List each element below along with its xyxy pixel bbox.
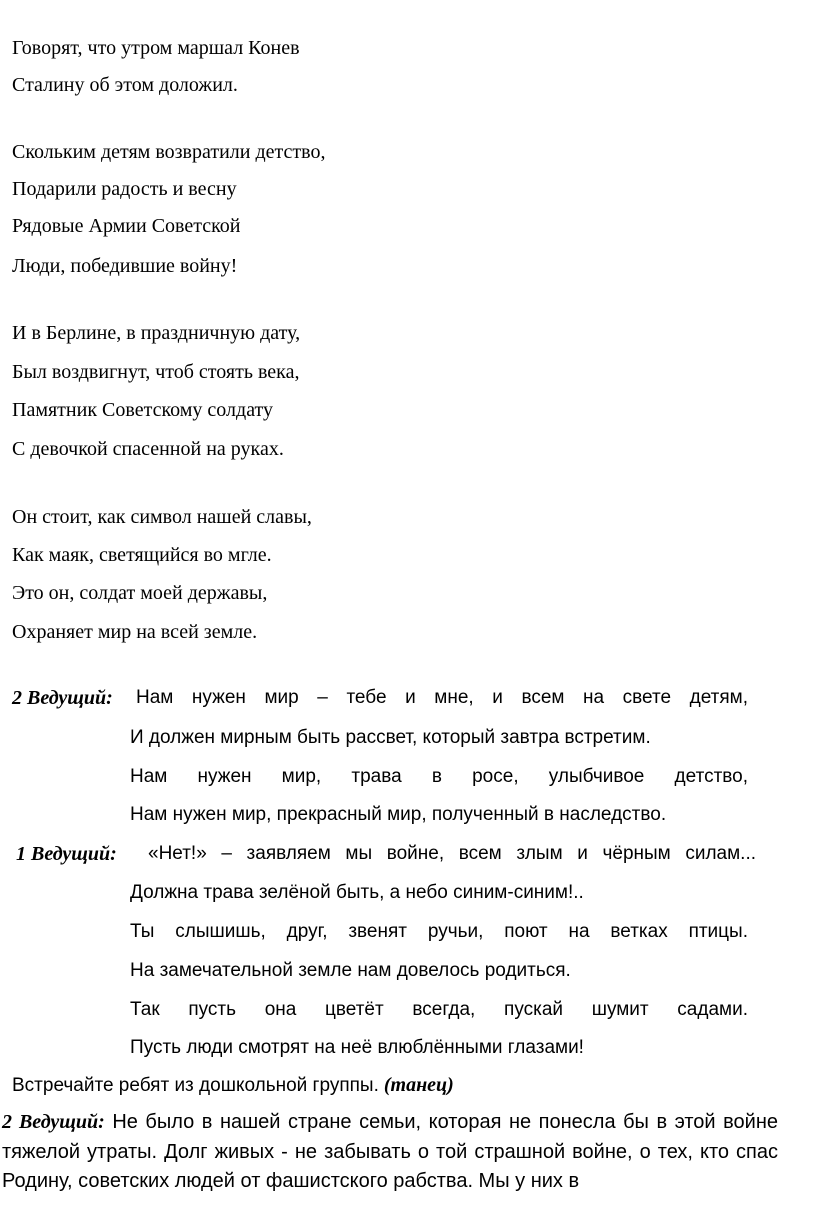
closing-paragraph <box>2 1108 778 1197</box>
poem-line: Подарили радость и весну <box>12 178 237 200</box>
verse-line: И должен мирным быть рассвет, который завтра встретим. <box>130 727 651 748</box>
verse-line: «Нет!» – заявляем мы войне, всем злым и чёрным силам... <box>148 843 756 864</box>
host1-first-line <box>16 842 756 866</box>
verse-line: Ты слышишь, друг, звенят ручьи, поют на ветках птицы. <box>130 921 748 942</box>
verse-line: На замечательной земле нам довелось родиться. <box>130 960 571 981</box>
poem-line: И в Берлине, в праздничную дату, <box>12 322 301 344</box>
stage-direction: (танец) <box>383 1074 454 1096</box>
poem-line: Рядовые Армии Советской <box>12 215 241 237</box>
verse-line: Нам нужен мир – тебе и мне, и всем на свете детям, <box>136 687 748 708</box>
poem-line: Скольким детям возвратили детство, <box>12 141 326 163</box>
poem-line: Был воздвигнут, чтоб стоять века, <box>12 361 300 383</box>
poem-line: Это он, солдат моей державы, <box>12 582 268 604</box>
verse-line: Пусть люди смотрят на неё влюблёнными глазами! <box>130 1037 584 1058</box>
verse-line: Должна трава зелёной быть, а небо синим-синим!.. <box>130 882 584 903</box>
poem-line: Люди, победившие войну! <box>12 255 238 277</box>
poem-line: Говорят, что утром маршал Конев <box>12 37 300 59</box>
speaker-label: 2 Ведущий: <box>12 687 113 709</box>
speaker-label: 1 Ведущий: <box>16 843 117 865</box>
poem-line: Сталину об этом доложил. <box>12 74 238 96</box>
poem-line: Он стоит, как символ нашей славы, <box>12 506 312 528</box>
verse-line: Нам нужен мир, трава в росе, улыбчивое детство, <box>130 766 748 787</box>
host2-first-line <box>12 686 748 710</box>
speaker-label: 2 Ведущий: <box>2 1111 105 1133</box>
poem-line: Как маяк, светящийся во мгле. <box>12 544 272 566</box>
announcement <box>12 1073 454 1098</box>
paragraph-text: Не было в нашей стране семьи, которая не понесла бы в этой войне тяжелой утраты. Долг живых - не забывать о той страшной войне, о тех, кто спас Родину, советских людей от фашистского рабства. Мы у них в <box>2 1111 778 1192</box>
announcement-text: Встречайте ребят из дошкольной группы. <box>12 1075 379 1096</box>
poem-line: Охраняет мир на всей земле. <box>12 621 258 643</box>
verse-line: Так пусть она цветёт всегда, пускай шумит садами. <box>130 999 748 1020</box>
verse-line: Нам нужен мир, прекрасный мир, полученный в наследство. <box>130 804 667 825</box>
poem-line: С девочкой спасенной на руках. <box>12 438 284 460</box>
poem-line: Памятник Советскому солдату <box>12 399 274 421</box>
